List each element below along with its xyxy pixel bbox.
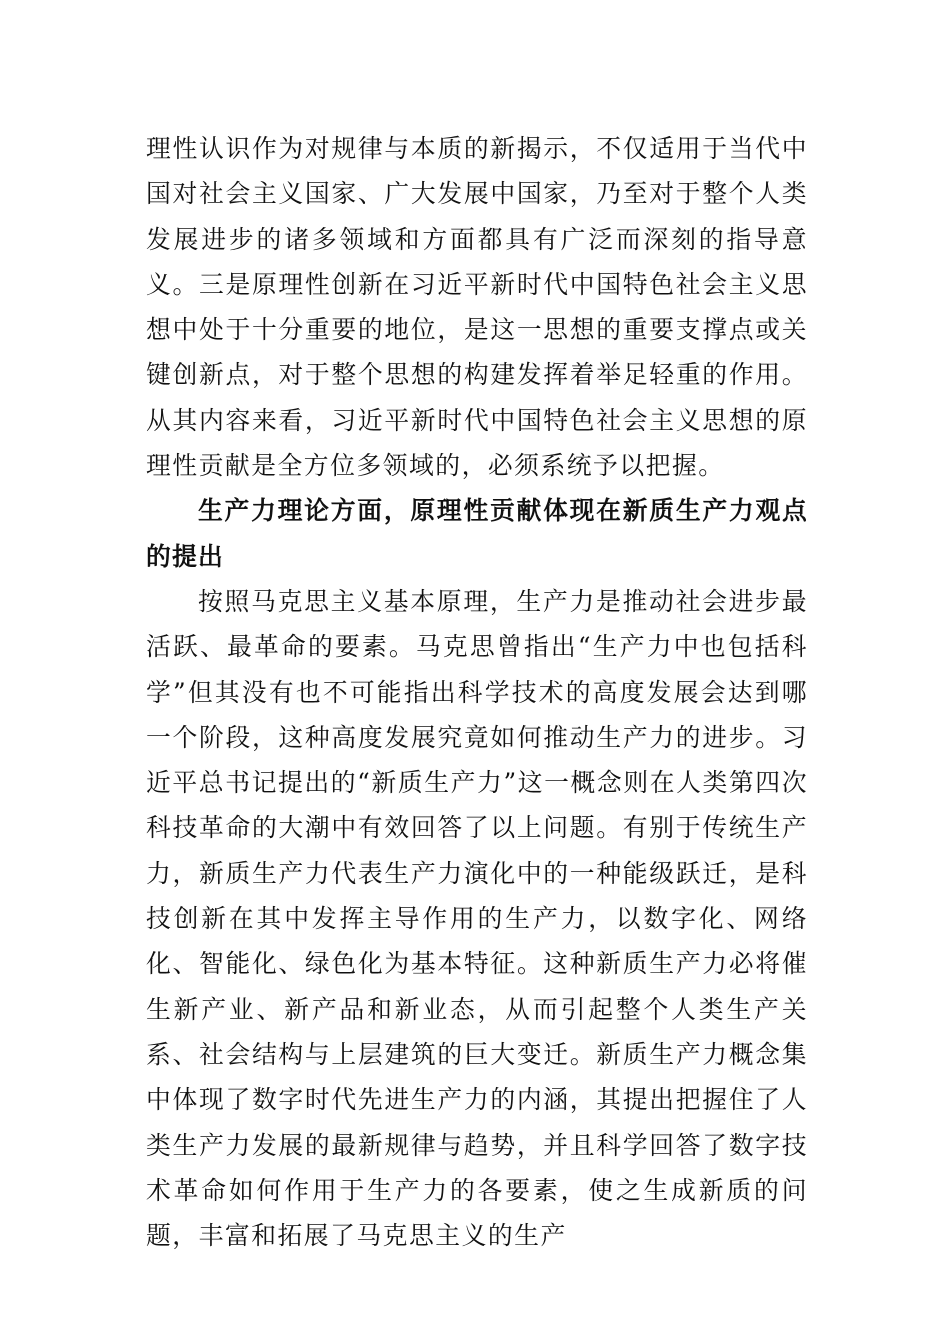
section-heading: 生产力理论方面，原理性贡献体现在新质生产力观点的提出 <box>146 496 808 571</box>
document-page <box>146 126 808 1258</box>
body-paragraph-2: 按照马克思主义基本原理，生产力是推动社会进步最活跃、最革命的要素。马克思曾指出“生产力中也包括科学”但其没有也不可能指出科学技术的高度发展会达到哪一个阶段，这种高度发展究竟如何推动生产力的进步。习近平总书记提出的“新质生产力”这一概念则在人类第四次科技革命的大潮中有效回答了以上问题。有别于传统生产力，新质生产力代表生产力演化中的一种能级跃迁，是科技创新在其中发挥主导作用的生产力，以数字化、网络化、智能化、绿色化为基本特征。这种新质生产力必将催生新产业、新产品和新业态，从而引起整个人类生产关系、社会结构与上层建筑的巨大变迁。新质生产力概念集中体现了数字时代先进生产力的内涵，其提出把握住了人类生产力发展的最新规律与趋势，并且科学回答了数字技术革命如何作用于生产力的各要素，使之生成新质的问题，丰富和拓展了马克思主义的生产 <box>146 586 808 1251</box>
body-paragraph-1: 理性认识作为对规律与本质的新揭示，不仅适用于当代中国对社会主义国家、广大发展中国家，乃至对于整个人类发展进步的诸多领域和方面都具有广泛而深刻的指导意义。三是原理性创新在习近平新时代中国特色社会主义思想中处于十分重要的地位，是这一思想的重要支撑点或关键创新点，对于整个思想的构建发挥着举足轻重的作用。从其内容来看，习近平新时代中国特色社会主义思想的原理性贡献是全方位多领域的，必须系统予以把握。 <box>146 134 808 481</box>
